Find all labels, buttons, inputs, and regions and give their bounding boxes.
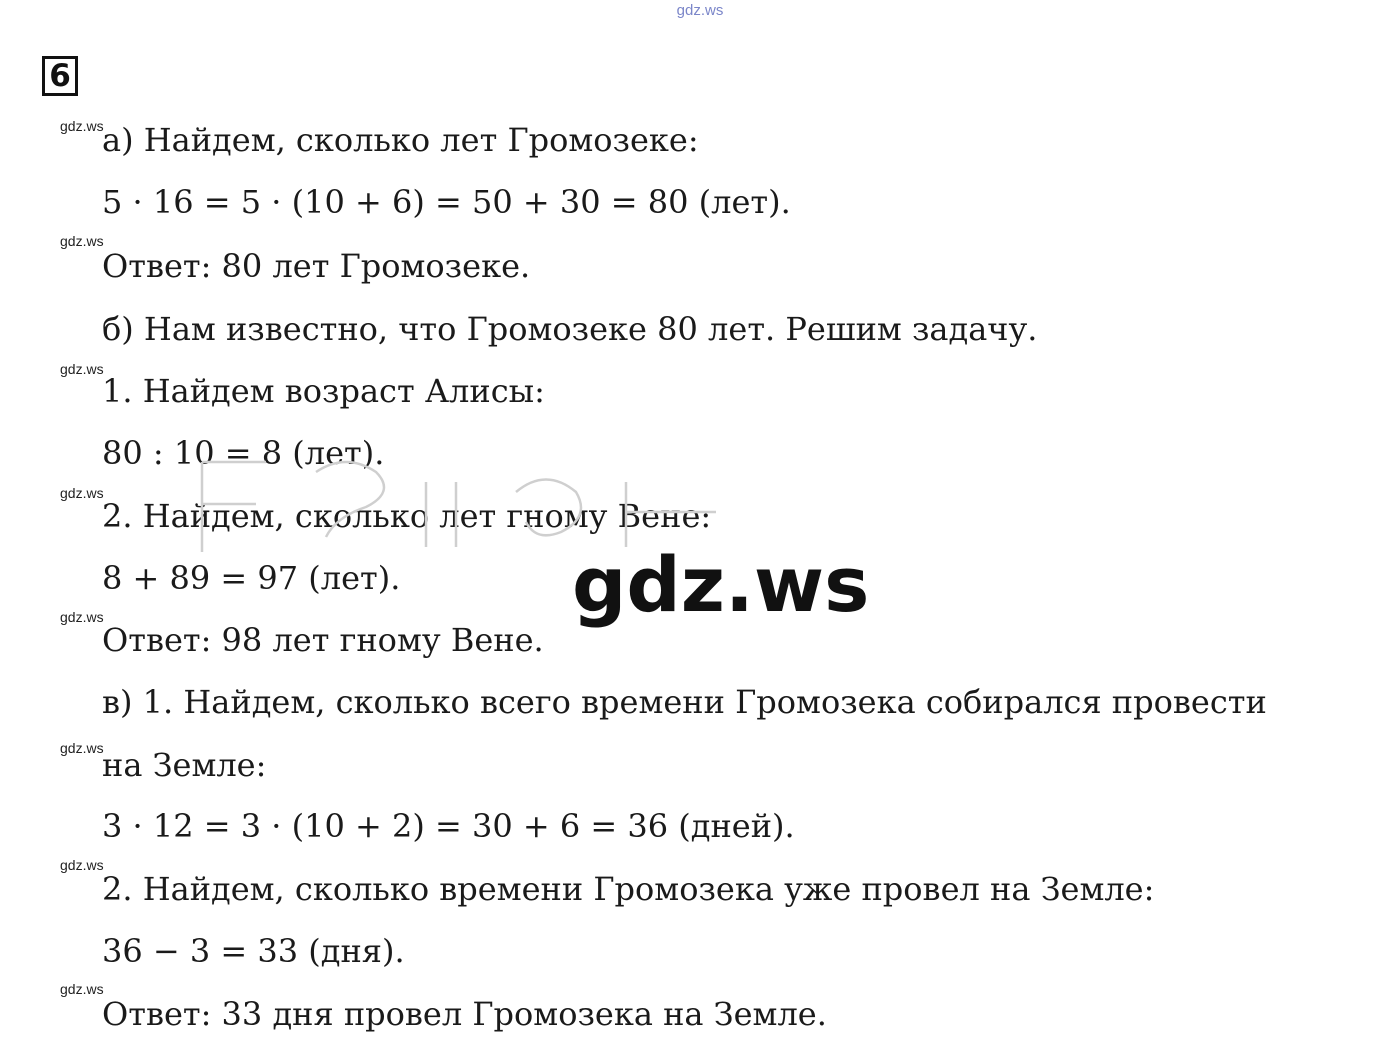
side-watermark: gdz.ws: [60, 609, 104, 625]
solution-line-c-calc2: 36 − 3 = 33 (дня).: [102, 932, 405, 970]
side-watermark: gdz.ws: [60, 485, 104, 501]
solution-line-b-calc2: 8 + 89 = 97 (лет).: [102, 559, 401, 597]
side-watermark: gdz.ws: [60, 981, 104, 997]
side-watermark: gdz.ws: [60, 118, 104, 134]
solution-line-c-heading: в) 1. Найдем, сколько всего времени Громозека собирался провести: [102, 683, 1267, 721]
side-watermark: gdz.ws: [60, 740, 104, 756]
solution-line-a-calc: 5 · 16 = 5 · (10 + 6) = 50 + 30 = 80 (лет).: [102, 183, 791, 221]
task-number-box: 6: [42, 56, 78, 96]
side-watermark: gdz.ws: [60, 361, 104, 377]
side-watermark: gdz.ws: [60, 857, 104, 873]
solution-line-c-step2: 2. Найдем, сколько времени Громозека уже провел на Земле:: [102, 870, 1155, 908]
solution-line-c-calc1: 3 · 12 = 3 · (10 + 2) = 30 + 6 = 36 (дней).: [102, 807, 795, 845]
solution-line-c-heading-cont: на Земле:: [102, 746, 267, 784]
solution-line-b-step1: 1. Найдем возраст Алисы:: [102, 372, 545, 410]
solution-line-b-step2: 2. Найдем, сколько лет гному Вене:: [102, 497, 712, 535]
solution-line-b-calc1: 80 : 10 = 8 (лет).: [102, 434, 385, 472]
solution-line-b-heading: б) Нам известно, что Громозеке 80 лет. Решим задачу.: [102, 310, 1038, 348]
solution-line-a-heading: а) Найдем, сколько лет Громозеке:: [102, 121, 699, 159]
side-watermark: gdz.ws: [60, 233, 104, 249]
big-watermark: gdz.ws: [572, 540, 870, 629]
solution-line-a-answer: Ответ: 80 лет Громозеке.: [102, 247, 531, 285]
solution-line-b-answer: Ответ: 98 лет гному Вене.: [102, 621, 544, 659]
top-watermark: gdz.ws: [676, 2, 724, 19]
solution-line-c-answer: Ответ: 33 дня провел Громозека на Земле.: [102, 995, 827, 1033]
